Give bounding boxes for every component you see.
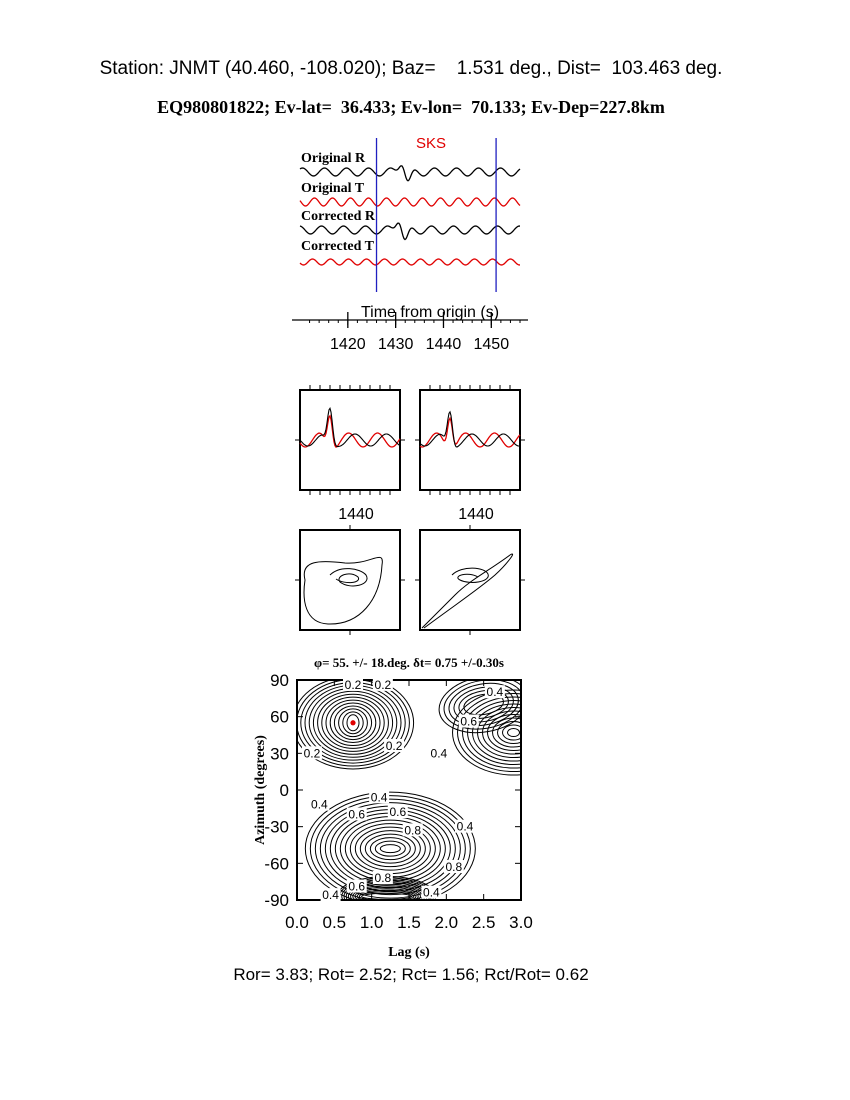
contour-label: 0.4 <box>430 746 448 761</box>
best-fit-marker <box>350 720 355 725</box>
time-axis-label: Time from origin (s) <box>360 304 500 321</box>
lag-tick-label: 2.5 <box>471 913 496 932</box>
time-tick-label: 1430 <box>377 336 414 353</box>
contour-label: 0.6 <box>348 879 366 894</box>
contour-label: 0.4 <box>322 888 339 903</box>
time-tick-label: 1420 <box>330 336 366 353</box>
lag-axis-label: Lag (s) <box>388 945 430 960</box>
contour-max-lower <box>365 834 415 863</box>
trace-corrected-t <box>300 259 520 265</box>
overlay-box-right <box>420 390 520 490</box>
quality-stats: Ror= 3.83; Rot= 2.52; Rct= 1.56; Rct/Rot= 0.62 <box>233 965 589 984</box>
particle-left-ellipse <box>304 557 382 624</box>
lag-tick-label: 0.0 <box>285 913 309 932</box>
lag-tick-label: 1.5 <box>397 913 421 932</box>
contour-label: 0.6 <box>460 714 478 729</box>
contour-label: 0.2 <box>303 746 321 761</box>
contour-max-upper-right <box>488 715 540 751</box>
lag-tick-label: 0.5 <box>322 913 347 932</box>
seismogram-panel <box>292 135 528 353</box>
series-label-corrected-r: Corrected R <box>301 209 375 224</box>
series-label-original-r: Original R <box>301 151 366 166</box>
particle-right-loops <box>452 568 488 582</box>
azimuth-tick-label: 0 <box>279 781 289 800</box>
error-surface-title: φ= 55. +/- 18.deg. δt= 0.75 +/-0.30s <box>313 655 505 670</box>
overlay-right-trace-r <box>420 412 520 447</box>
lag-tick-label: 1.0 <box>359 913 384 932</box>
contour-label: 0.6 <box>389 805 407 819</box>
contour-label: 0.4 <box>311 797 328 812</box>
azimuth-tick-label: 90 <box>270 671 289 690</box>
azimuth-tick-label: 60 <box>270 707 289 727</box>
contour-max-lower <box>380 845 400 853</box>
event-title: EQ980801822; Ev-lat= 36.433; Ev-lon= 70.133; Ev-Dep=227.8km <box>157 97 665 117</box>
contour-label: 0.2 <box>374 677 392 692</box>
particle-left-loops <box>330 569 367 586</box>
trace-corrected-r <box>300 223 520 239</box>
series-label-corrected-t: Corrected T <box>301 239 374 254</box>
contour-max-upper-right <box>508 729 520 737</box>
phase-label-sks: SKS <box>415 135 447 152</box>
contour-label: 0.4 <box>456 819 474 834</box>
overlay-right-tick-label: 1440 <box>458 506 494 523</box>
particle-right-line <box>422 554 513 628</box>
azimuth-axis-label: Azimuth (degrees) <box>253 735 268 845</box>
time-tick-label: 1450 <box>473 336 510 353</box>
contour-label: 0.2 <box>344 677 362 692</box>
lag-tick-label: 2.0 <box>434 913 459 932</box>
overlay-left-tick-label: 1440 <box>338 506 374 523</box>
particle-box-left <box>300 530 400 630</box>
contour-label: 0.6 <box>348 807 366 822</box>
contour-label: 0.2 <box>385 739 403 753</box>
trace-original-t <box>300 198 520 206</box>
lag-tick-label: 3.0 <box>509 913 533 932</box>
overlay-left-trace-t <box>300 416 400 447</box>
azimuth-tick-label: -90 <box>264 891 289 910</box>
azimuth-tick-label: -30 <box>264 817 289 837</box>
contour-label: 0.8 <box>374 871 392 885</box>
contour-label: 0.8 <box>445 860 463 874</box>
station-title: Station: JNMT (40.460, -108.020); Baz= 1.531 deg., Dist= 103.463 deg. <box>99 58 723 79</box>
overlay-right-trace-t <box>420 418 520 447</box>
contour-label: 0.4 <box>486 685 504 700</box>
contour-label: 0.4 <box>423 885 440 900</box>
trace-original-r <box>300 166 520 181</box>
azimuth-tick-label: -60 <box>264 854 289 874</box>
contour-label: 0.4 <box>370 790 388 805</box>
series-label-original-t: Original T <box>301 181 365 196</box>
contour-label: 0.8 <box>404 823 422 838</box>
time-tick-label: 1440 <box>425 336 462 353</box>
azimuth-tick-label: 30 <box>270 744 289 764</box>
